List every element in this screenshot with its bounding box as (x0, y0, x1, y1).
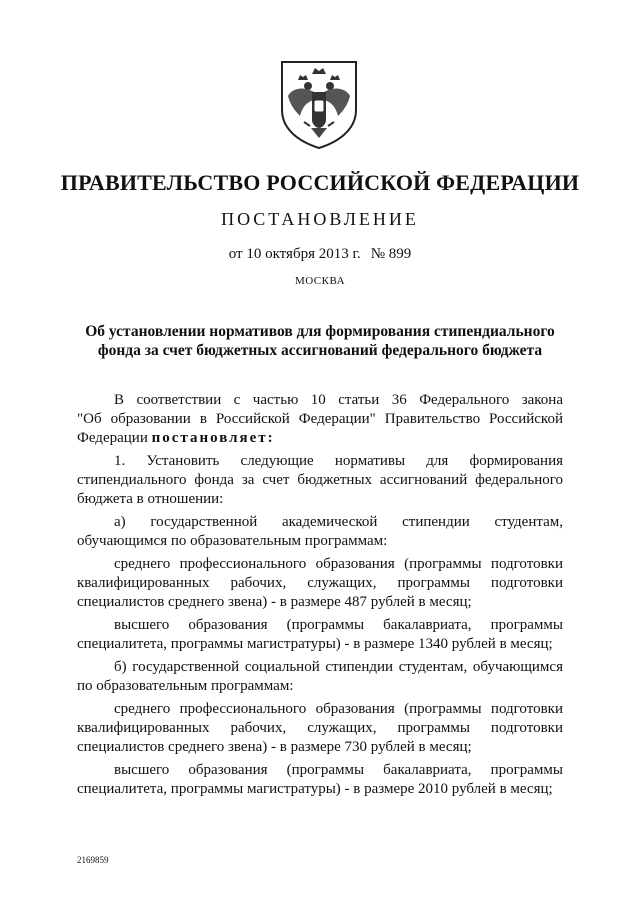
document-number: № 899 (370, 246, 412, 262)
city: МОСКВА (294, 275, 346, 287)
body-text (77, 391, 563, 799)
intro-line-1: В соответствии с частью 10 статьи 36 Федерального закона (114, 392, 563, 408)
decree-word: постановляет: (151, 430, 275, 446)
paragraph-b-secondary: среднего профессионального образования (программы подготовки квалифицированных рабочих, служащих, программы подготовки специалистов среднего звена) - в размере 730 рублей в месяц; (77, 701, 563, 755)
document-date: от 10 октября 2013 г. (228, 246, 361, 262)
intro-tail: Федерации (77, 430, 148, 446)
paragraph-item-b: б) государственной социальной стипендии студентам, обучающимся по образовательным программам: (77, 659, 563, 694)
organization-title: ПРАВИТЕЛЬСТВО РОССИЙСКОЙ ФЕДЕРАЦИИ (60, 170, 580, 195)
title-line-2: фонда за счет бюджетных ассигнований федерального бюджета (97, 342, 543, 359)
document-code: 2169859 (77, 855, 109, 865)
intro-line-2: "Об образовании в Российской Федерации" Правительство Российской (77, 411, 563, 427)
paragraph-a-higher: высшего образования (программы бакалавриата, программы специалитета, программы магистратуры) - в размере 1340 рублей в месяц; (77, 617, 563, 652)
paragraph-b-higher: высшего образования (программы бакалавриата, программы специалитета, программы магистратуры) - в размере 2010 рублей в месяц; (77, 762, 563, 797)
document-title (0, 322, 640, 360)
title-line-1: Об установлении нормативов для формирования стипендиального (85, 323, 555, 340)
paragraph-item-1: 1. Установить следующие нормативы для формирования стипендиального фонда за счет бюджетных ассигнований федерального бюджета в отношении: (77, 453, 563, 507)
document-type: ПОСТАНОВЛЕНИЕ (221, 209, 419, 229)
paragraph-a-secondary: среднего профессионального образования (программы подготовки квалифицированных рабочих, служащих, программы подготовки специалистов среднего звена) - в размере 487 рублей в месяц; (77, 556, 563, 610)
intro-line-3 (77, 429, 563, 448)
paragraph-item-a: а) государственной академической стипендии студентам, обучающимся по образовательным программам: (77, 514, 563, 549)
date-line (0, 246, 640, 263)
coat-of-arms-icon (278, 58, 360, 150)
